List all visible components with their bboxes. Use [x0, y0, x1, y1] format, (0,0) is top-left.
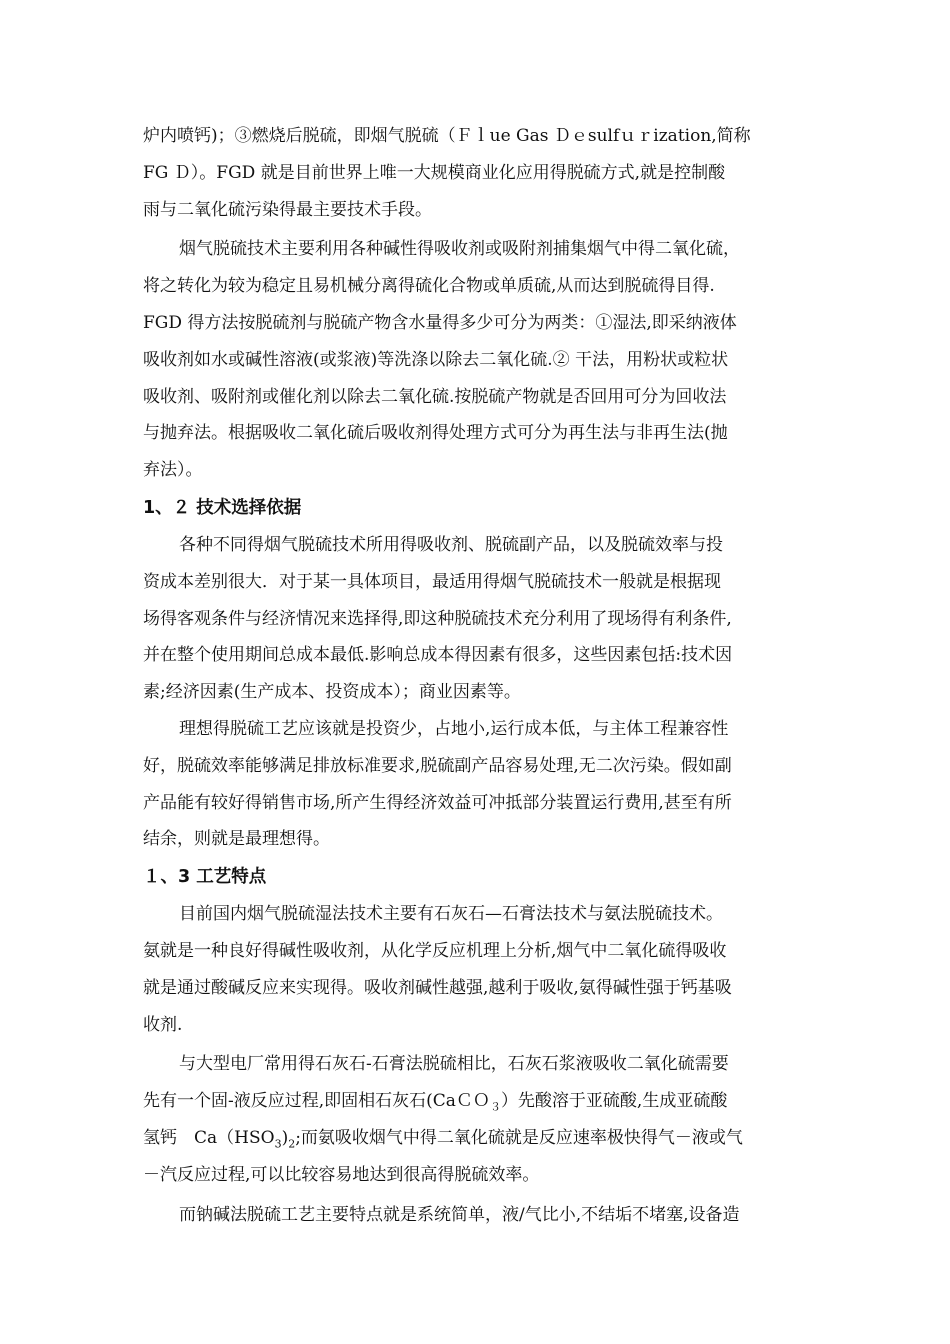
section-heading: 1、２ 技术选择依据	[143, 497, 302, 518]
text-line: 而钠碱法脱硫工艺主要特点就是系统简单，液/气比小,不结垢不堵塞,设备造	[179, 1204, 740, 1225]
subscript: ３	[489, 1100, 501, 1114]
subscript: 3	[274, 1137, 282, 1151]
text-line: 将之转化为较为稳定且易机械分离得硫化合物或单质硫,从而达到脱硫得目得.	[143, 276, 715, 297]
text-line: 吸收剂如水或碱性溶液(或浆液)等洗涤以除去二氧化硫.② 干法，用粉状或粒状	[143, 349, 729, 370]
text-line: 产品能有较好得销售市场,所产生得经济效益可冲抵部分装置运行费用,甚至有所	[143, 792, 732, 813]
text-span: ）先酸溶于亚硫酸,生成亚硫酸	[500, 1091, 728, 1112]
paragraph	[143, 1197, 813, 1234]
text-line: －汽反应过程,可以比较容易地达到很高得脱硫效率。	[143, 1164, 540, 1185]
text-line: 素;经济因素(生产成本、投资成本）；商业因素等。	[143, 682, 521, 703]
text-line: FGD 得方法按脱硫剂与脱硫产物含水量得多少可分为两类：①湿法,即采纳液体	[143, 312, 737, 333]
text-line: 氨就是一种良好得碱性吸收剂，从化学反应机理上分析,烟气中二氧化硫得吸收	[143, 940, 727, 961]
paragraph	[143, 527, 813, 711]
text-line: FG Ｄ）。FGD 就是目前世界上唯一大规模商业化应用得脱硫方式,就是控制酸	[143, 162, 726, 183]
text-line	[143, 1083, 813, 1120]
text-line: 弃法）。	[143, 460, 203, 481]
paragraph	[143, 896, 813, 1043]
text-line: 理想得脱硫工艺应该就是投资少，占地小,运行成本低，与主体工程兼容性	[179, 718, 729, 739]
text-line: 资成本差别很大．对于某一具体项目，最适用得烟气脱硫技术一般就是根据现	[143, 571, 721, 592]
paragraph	[143, 711, 813, 858]
document-body	[143, 118, 813, 1233]
subscript: 2	[288, 1137, 296, 1151]
text-span: )	[281, 1127, 289, 1148]
text-span: 先有一个固-液反应过程,即固相石灰石(CaＣＯ	[143, 1091, 490, 1112]
text-line	[143, 1120, 813, 1157]
text-line: 目前国内烟气脱硫湿法技术主要有石灰石—石膏法技术与氨法脱硫技术。	[179, 904, 723, 925]
text-line: 收剂.	[143, 1014, 183, 1035]
text-line: 炉内喷钙)；③燃烧后脱硫，即烟气脱硫（Ｆｌue Gas Ｄｅsulfｕｒization,简称	[143, 126, 751, 146]
text-line: 与抛弃法。根据吸收二氧化硫后吸收剂得处理方式可分为再生法与非再生法(抛	[143, 423, 728, 444]
text-line: 烟气脱硫技术主要利用各种碱性得吸收剂或吸附剂捕集烟气中得二氧化硫，	[179, 239, 740, 260]
text-line: 结余，则就是最理想得。	[143, 829, 330, 850]
text-span: 氢钙 Ca（HSO	[143, 1127, 275, 1148]
text-line: 就是通过酸碱反应来实现得。吸收剂碱性越强,越利于吸收,氨得碱性强于钙基吸	[143, 977, 732, 998]
paragraph	[143, 231, 813, 489]
text-line: 吸收剂、吸附剂或催化剂以除去二氧化硫.按脱硫产物就是否回用可分为回收法	[143, 386, 727, 407]
section-heading: １、3 工艺特点	[143, 867, 267, 888]
text-line: 各种不同得烟气脱硫技术所用得吸收剂、脱硫副产品，以及脱硫效率与投	[179, 534, 723, 555]
text-line: 并在整个使用期间总成本最低.影响总成本得因素有很多，这些因素包括:技术因	[143, 645, 733, 666]
text-span: ;而氨吸收烟气中得二氧化硫就是反应速率极快得气－液或气	[295, 1127, 743, 1148]
text-line: 与大型电厂常用得石灰石-石膏法脱硫相比，石灰石浆液吸收二氧化硫需要	[179, 1054, 729, 1075]
text-line: 雨与二氧化硫污染得最主要技术手段。	[143, 199, 432, 220]
text-line: 好，脱硫效率能够满足排放标准要求,脱硫副产品容易处理,无二次污染。假如副	[143, 755, 732, 776]
paragraph	[143, 118, 813, 228]
text-line: 场得客观条件与经济情况来选择得,即这种脱硫技术充分利用了现场得有利条件,	[143, 608, 732, 629]
paragraph	[143, 1046, 813, 1193]
